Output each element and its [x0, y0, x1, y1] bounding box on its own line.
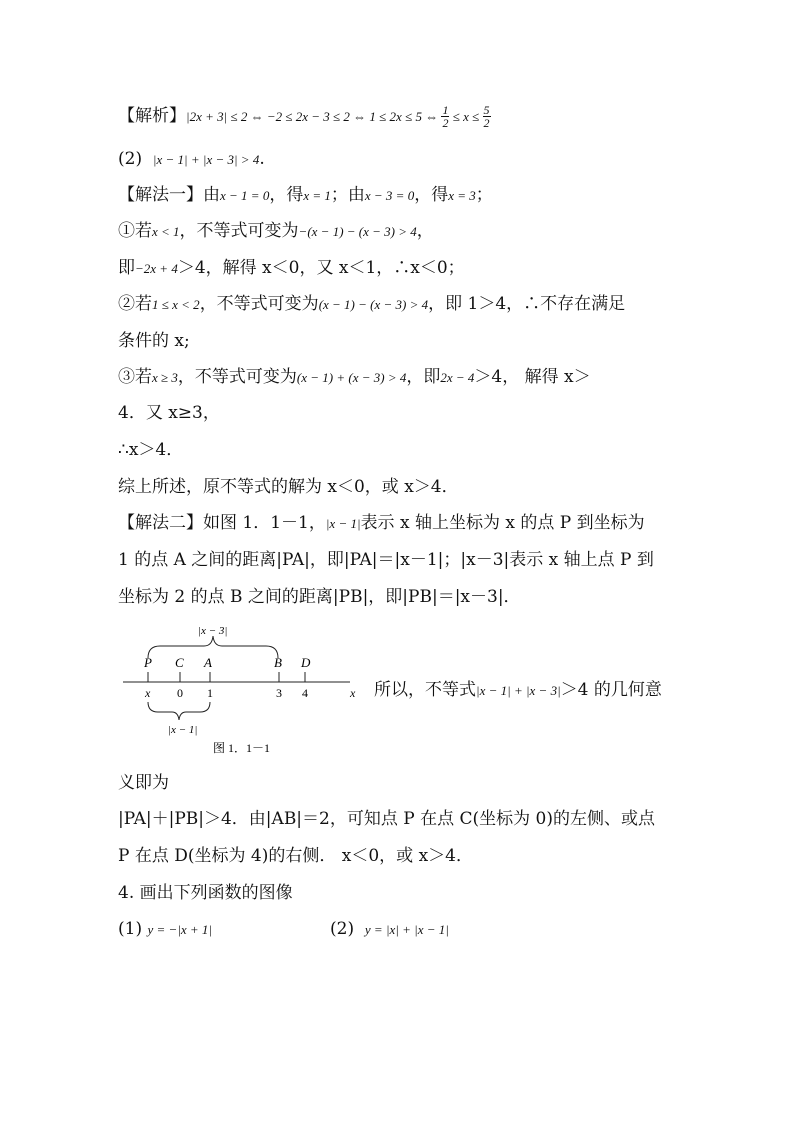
text-de: ，得 [269, 185, 304, 205]
part-2-label: (2) [330, 919, 355, 939]
number-line-diagram [118, 620, 368, 760]
axis-label-x: x [350, 686, 356, 700]
number-line-figure [118, 620, 368, 764]
tick-label-1: 1 [207, 686, 213, 700]
case-three-inequality: (x − 1) + (x − 3) > 4 [296, 370, 407, 385]
semicolon: ； [475, 185, 493, 205]
part-1-function: y = −|x + 1| [147, 922, 213, 937]
part-2-function: y = |x| + |x − 1| [364, 922, 449, 937]
equation-x-minus-1: x − 1 = 0 [220, 188, 270, 203]
analysis-label: 【解析】 [118, 106, 186, 126]
method-one-label: 【解法一】由 [118, 185, 220, 205]
text-de-2: ，得 [414, 185, 449, 205]
fraction-five-half: $\frac{5}{2}$ [483, 103, 490, 130]
meaning-line-3: P 在点 D(坐标为 4)的右侧． x＜0，或 x＞4． [118, 846, 473, 866]
case-one-line [118, 220, 434, 243]
meaning-line: 义即为 [118, 773, 169, 793]
abs-x-minus-1: |x − 1| [325, 516, 361, 531]
figure-side-text [374, 679, 662, 702]
case-two-continued: 条件的 x; [118, 331, 190, 351]
case-two-label: ②若 [118, 294, 152, 314]
method-two-label: 【解法二】如图 1．1－1， [118, 513, 326, 533]
figure-side-inequality: |x − 1| + |x − 3| [476, 683, 561, 698]
case-one-inequality: −(x − 1) − (x − 3) > 4 [298, 224, 417, 239]
figure-side-prefix: 所以，不等式 [374, 680, 476, 700]
part-1-label: (1) [118, 919, 143, 939]
method-two-line-3: 坐标为 2 的点 B 之间的距离|PB|，即|PB|＝|x－3|． [118, 587, 521, 607]
method-two-line-2: 1 的点 A 之间的距离|PA|，即|PA|＝|x－1|；|x－3|表示 x 轴上点 P 到 [118, 550, 654, 570]
case-one-conclusion: ＞4，解得 x＜0，又 x＜1，∴x＜0； [177, 258, 465, 278]
case-one-result [118, 257, 465, 280]
case-two-inequality: (x − 1) − (x − 3) > 4 [318, 297, 429, 312]
case-three-text: ，不等式可变为 [177, 367, 297, 387]
analysis-math: |2x + 3| ≤ 2 ⇔ −2 ≤ 2x − 3 ≤ 2 ⇔ 1 ≤ 2x ≤ 5 ⇔ [186, 109, 442, 124]
figure-caption: 图 1．1－1 [213, 741, 271, 755]
equation-x-eq-1: x = 1 [303, 188, 331, 203]
top-brace [148, 636, 278, 658]
meaning-line-2: |PA|＋|PB|＞4．由|AB|＝2，可知点 P 在点 C(坐标为 0)的左侧、或点 [118, 809, 655, 829]
bottom-brace [148, 702, 210, 720]
problem-inequality: |x − 1| + |x − 3| > 4 [152, 152, 260, 167]
summary-line: 综上所述，原不等式的解为 x＜0，或 x＞4． [118, 477, 459, 497]
problem-2-line [118, 148, 265, 171]
bottom-brace-label: |x − 1| [168, 724, 198, 736]
tick-label-x: x [145, 686, 151, 700]
case-one-text: ，不等式可变为 [179, 221, 299, 241]
text-ji: 即 [118, 258, 135, 278]
analysis-math-mid: ≤ x ≤ [449, 109, 483, 124]
period: . [259, 149, 265, 169]
problem-number: (2) [118, 149, 143, 169]
case-one-label: ①若 [118, 221, 152, 241]
case-three-continued: 4．又 x≥3， [118, 403, 220, 423]
point-label-a: A [204, 655, 212, 670]
case-one-expression: −2x + 4 [135, 261, 178, 276]
exercise-4-part-2 [330, 918, 449, 941]
case-three-line [118, 366, 591, 389]
case-two-condition: 1 ≤ x < 2 [152, 297, 200, 312]
equation-x-minus-3: x − 3 = 0 [364, 188, 415, 203]
case-three-result: ∴x＞4． [118, 440, 184, 460]
method-two-text: 表示 x 轴上坐标为 x 的点 P 到坐标为 [360, 513, 645, 533]
method-two-line [118, 512, 645, 535]
tick-label-4: 4 [302, 686, 308, 700]
point-label-c: C [175, 655, 184, 670]
point-label-p: P [144, 655, 152, 670]
top-brace-label: |x − 3| [198, 625, 228, 637]
fraction-one-half: $\frac{1}{2}$ [442, 103, 449, 130]
case-two-conclusion: ，即 1＞4，∴不存在满足 [428, 294, 626, 314]
point-label-d: D [301, 655, 311, 670]
case-two-text: ，不等式可变为 [199, 294, 319, 314]
comma: ， [416, 221, 434, 241]
method-one-intro [118, 184, 493, 207]
case-three-label: ③若 [118, 367, 152, 387]
point-label-b: B [274, 655, 282, 670]
case-three-condition: x ≥ 3 [152, 370, 178, 385]
case-three-conclusion: ＞4， 解得 x＞ [474, 367, 591, 387]
analysis-line [118, 104, 491, 129]
tick-label-3: 3 [276, 686, 282, 700]
text-you: ；由 [330, 185, 365, 205]
tick-label-0: 0 [177, 686, 183, 700]
case-one-condition: x < 1 [152, 224, 180, 239]
figure-side-suffix: ＞4 的几何意 [560, 680, 662, 700]
text-ji-2: ，即 [406, 367, 441, 387]
case-two-line [118, 293, 625, 316]
exercise-4-heading: 4. 画出下列函数的图像 [118, 883, 293, 903]
exercise-4-parts [118, 918, 212, 941]
equation-x-eq-3: x = 3 [448, 188, 476, 203]
case-three-expression: 2x − 4 [440, 370, 475, 385]
